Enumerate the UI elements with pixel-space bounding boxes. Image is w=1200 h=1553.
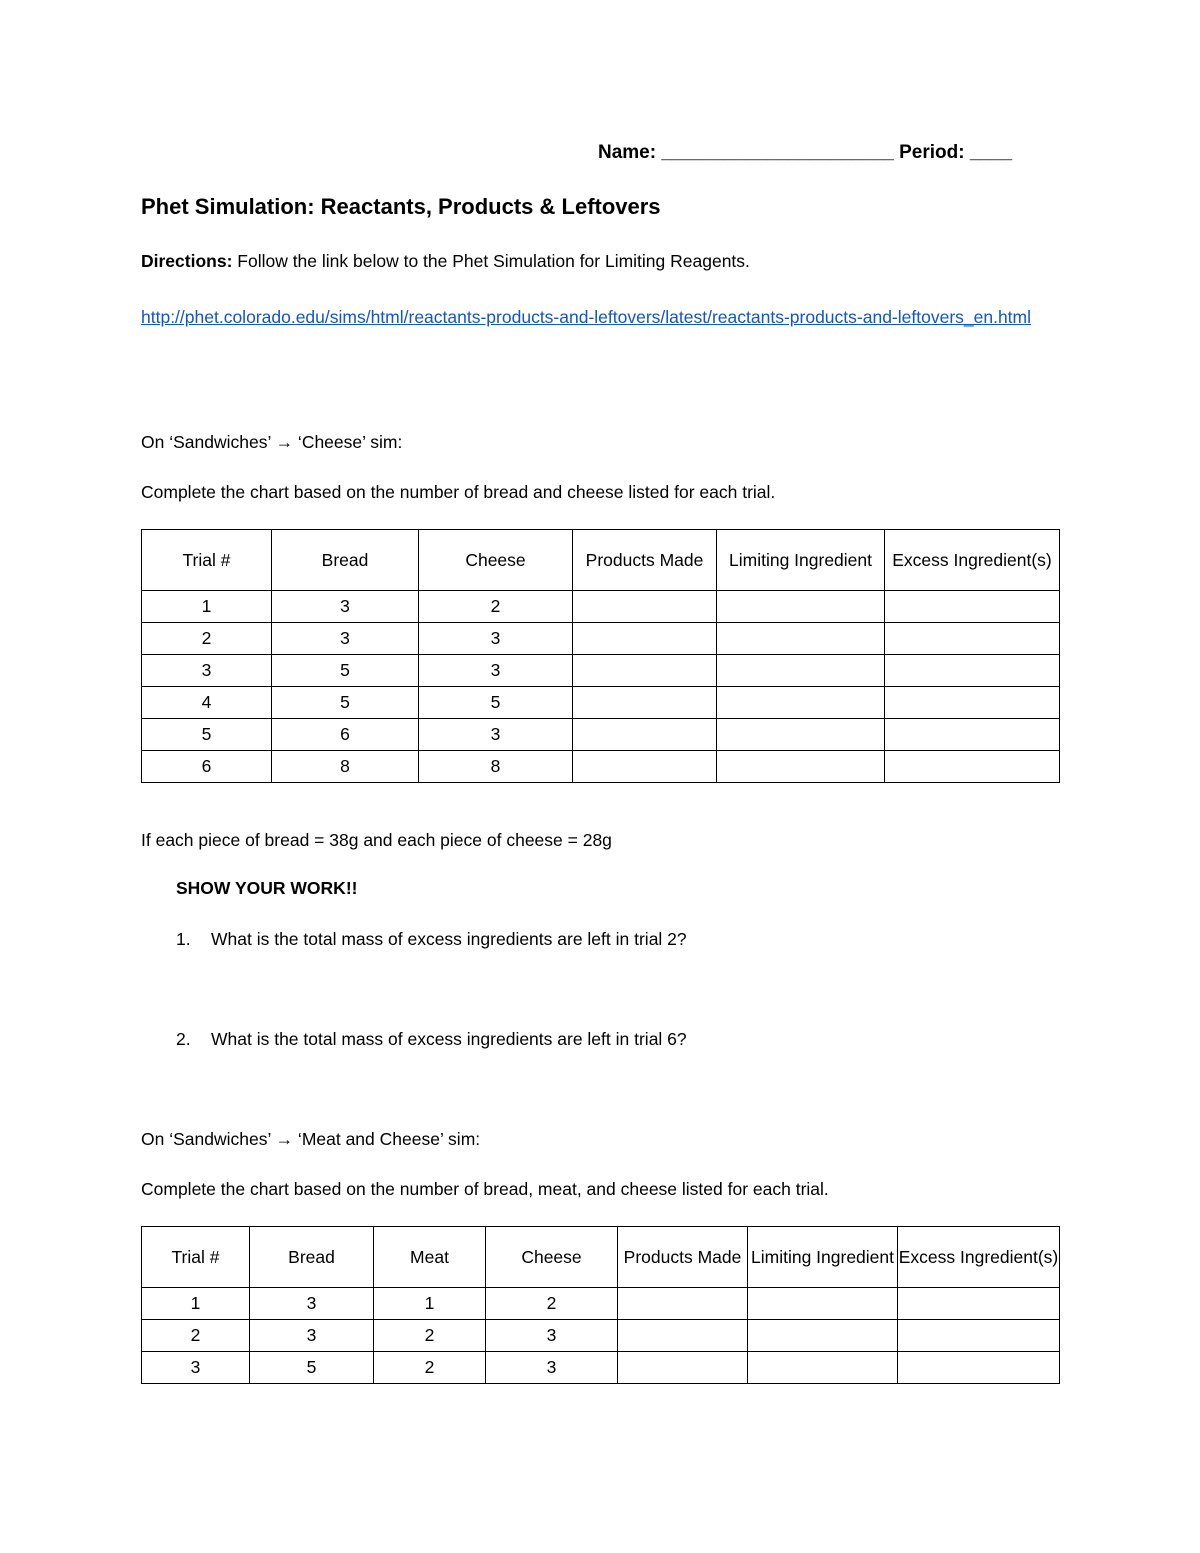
cell-trial: 3 <box>142 1352 250 1384</box>
cell-products-made[interactable] <box>573 623 717 655</box>
cell-bread: 5 <box>272 687 419 719</box>
header-excess-ingredients: Excess Ingredient(s) <box>885 530 1060 591</box>
question-number: 1. <box>176 929 191 949</box>
right-arrow-icon: → <box>275 432 294 452</box>
cell-limiting-ingredient[interactable] <box>748 1288 898 1320</box>
cell-limiting-ingredient[interactable] <box>717 623 885 655</box>
cell-cheese: 2 <box>486 1288 618 1320</box>
cell-trial: 3 <box>142 655 272 687</box>
table-row <box>142 751 1060 783</box>
table-row <box>142 655 1060 687</box>
cell-limiting-ingredient[interactable] <box>717 719 885 751</box>
header-meat: Meat <box>374 1227 486 1288</box>
cell-excess-ingredients[interactable] <box>885 655 1060 687</box>
name-period-line: Name: ______________________ Period: ____ <box>598 142 1013 163</box>
meat-and-cheese-sim-table <box>141 1226 1060 1384</box>
header-products-made: Products Made <box>618 1227 748 1288</box>
cell-bread: 3 <box>250 1320 374 1352</box>
table-row <box>142 1320 1060 1352</box>
cell-excess-ingredients[interactable] <box>885 591 1060 623</box>
section1-nav <box>141 432 402 453</box>
header-trial: Trial # <box>142 530 272 591</box>
question-text: What is the total mass of excess ingredients are left in trial 2? <box>211 929 687 949</box>
directions <box>141 251 750 272</box>
cell-bread: 3 <box>272 623 419 655</box>
question-number: 2. <box>176 1029 191 1049</box>
cell-bread: 3 <box>250 1288 374 1320</box>
section1-nav-prefix: On ‘Sandwiches’ <box>141 432 276 452</box>
header-limiting-ingredient: Limiting Ingredient <box>748 1227 898 1288</box>
cell-trial: 2 <box>142 1320 250 1352</box>
cell-bread: 5 <box>250 1352 374 1384</box>
cell-limiting-ingredient[interactable] <box>717 655 885 687</box>
cell-bread: 8 <box>272 751 419 783</box>
question-2 <box>176 1029 687 1050</box>
header-bread: Bread <box>250 1227 374 1288</box>
cell-cheese: 8 <box>419 751 573 783</box>
cell-trial: 5 <box>142 719 272 751</box>
cell-cheese: 2 <box>419 591 573 623</box>
cell-trial: 1 <box>142 591 272 623</box>
section2-nav-prefix: On ‘Sandwiches’ <box>141 1129 276 1149</box>
cell-trial: 1 <box>142 1288 250 1320</box>
cell-products-made[interactable] <box>573 687 717 719</box>
cell-products-made[interactable] <box>573 591 717 623</box>
header-cheese: Cheese <box>419 530 573 591</box>
header-cheese: Cheese <box>486 1227 618 1288</box>
section1-nav-suffix: ‘Cheese’ sim: <box>293 432 403 452</box>
cell-meat: 2 <box>374 1320 486 1352</box>
directions-text: Follow the link below to the Phet Simulation for Limiting Reagents. <box>232 251 750 271</box>
table-row <box>142 1288 1060 1320</box>
header-trial: Trial # <box>142 1227 250 1288</box>
table-row <box>142 687 1060 719</box>
table-header-row <box>142 530 1060 591</box>
cell-meat: 2 <box>374 1352 486 1384</box>
cell-cheese: 3 <box>419 655 573 687</box>
cell-limiting-ingredient[interactable] <box>748 1352 898 1384</box>
cell-excess-ingredients[interactable] <box>898 1288 1060 1320</box>
cell-excess-ingredients[interactable] <box>898 1352 1060 1384</box>
cell-trial: 2 <box>142 623 272 655</box>
question-1 <box>176 929 687 950</box>
cheese-sim-table <box>141 529 1060 783</box>
cell-limiting-ingredient[interactable] <box>717 687 885 719</box>
cell-limiting-ingredient[interactable] <box>717 591 885 623</box>
table-row <box>142 591 1060 623</box>
table-row <box>142 1352 1060 1384</box>
cell-products-made[interactable] <box>573 655 717 687</box>
cell-bread: 6 <box>272 719 419 751</box>
section2-instruction: Complete the chart based on the number of bread, meat, and cheese listed for each trial. <box>141 1179 829 1199</box>
table-row <box>142 719 1060 751</box>
cell-bread: 5 <box>272 655 419 687</box>
directions-label: Directions: <box>141 251 233 271</box>
cell-limiting-ingredient[interactable] <box>748 1320 898 1352</box>
cell-products-made[interactable] <box>573 751 717 783</box>
page-title: Phet Simulation: Reactants, Products & Leftovers <box>141 194 661 219</box>
header-bread: Bread <box>272 530 419 591</box>
cell-products-made[interactable] <box>573 719 717 751</box>
cell-excess-ingredients[interactable] <box>898 1320 1060 1352</box>
cell-cheese: 3 <box>419 719 573 751</box>
cell-cheese: 5 <box>419 687 573 719</box>
cell-cheese: 3 <box>486 1320 618 1352</box>
header-excess-ingredients: Excess Ingredient(s) <box>898 1227 1060 1288</box>
mass-note: If each piece of bread = 38g and each piece of cheese = 28g <box>141 830 612 850</box>
header-limiting-ingredient: Limiting Ingredient <box>717 530 885 591</box>
cell-excess-ingredients[interactable] <box>885 623 1060 655</box>
cell-excess-ingredients[interactable] <box>885 719 1060 751</box>
cell-excess-ingredients[interactable] <box>885 751 1060 783</box>
table-header-row <box>142 1227 1060 1288</box>
cell-cheese: 3 <box>419 623 573 655</box>
section2-nav <box>141 1129 480 1150</box>
cell-products-made[interactable] <box>618 1288 748 1320</box>
right-arrow-icon: → <box>275 1129 294 1149</box>
header-products-made: Products Made <box>573 530 717 591</box>
section2-nav-suffix: ‘Meat and Cheese’ sim: <box>293 1129 481 1149</box>
cell-trial: 6 <box>142 751 272 783</box>
cell-limiting-ingredient[interactable] <box>717 751 885 783</box>
show-your-work: SHOW YOUR WORK!! <box>176 878 358 898</box>
phet-simulation-link[interactable]: http://phet.colorado.edu/sims/html/reactants-products-and-leftovers/latest/reactants-products-and-leftovers_en.html <box>141 307 1032 327</box>
cell-trial: 4 <box>142 687 272 719</box>
cell-bread: 3 <box>272 591 419 623</box>
section1-instruction: Complete the chart based on the number of bread and cheese listed for each trial. <box>141 482 776 502</box>
cell-excess-ingredients[interactable] <box>885 687 1060 719</box>
question-text: What is the total mass of excess ingredients are left in trial 6? <box>211 1029 687 1049</box>
table-row <box>142 623 1060 655</box>
cell-cheese: 3 <box>486 1352 618 1384</box>
cell-products-made[interactable] <box>618 1320 748 1352</box>
cell-products-made[interactable] <box>618 1352 748 1384</box>
cell-meat: 1 <box>374 1288 486 1320</box>
